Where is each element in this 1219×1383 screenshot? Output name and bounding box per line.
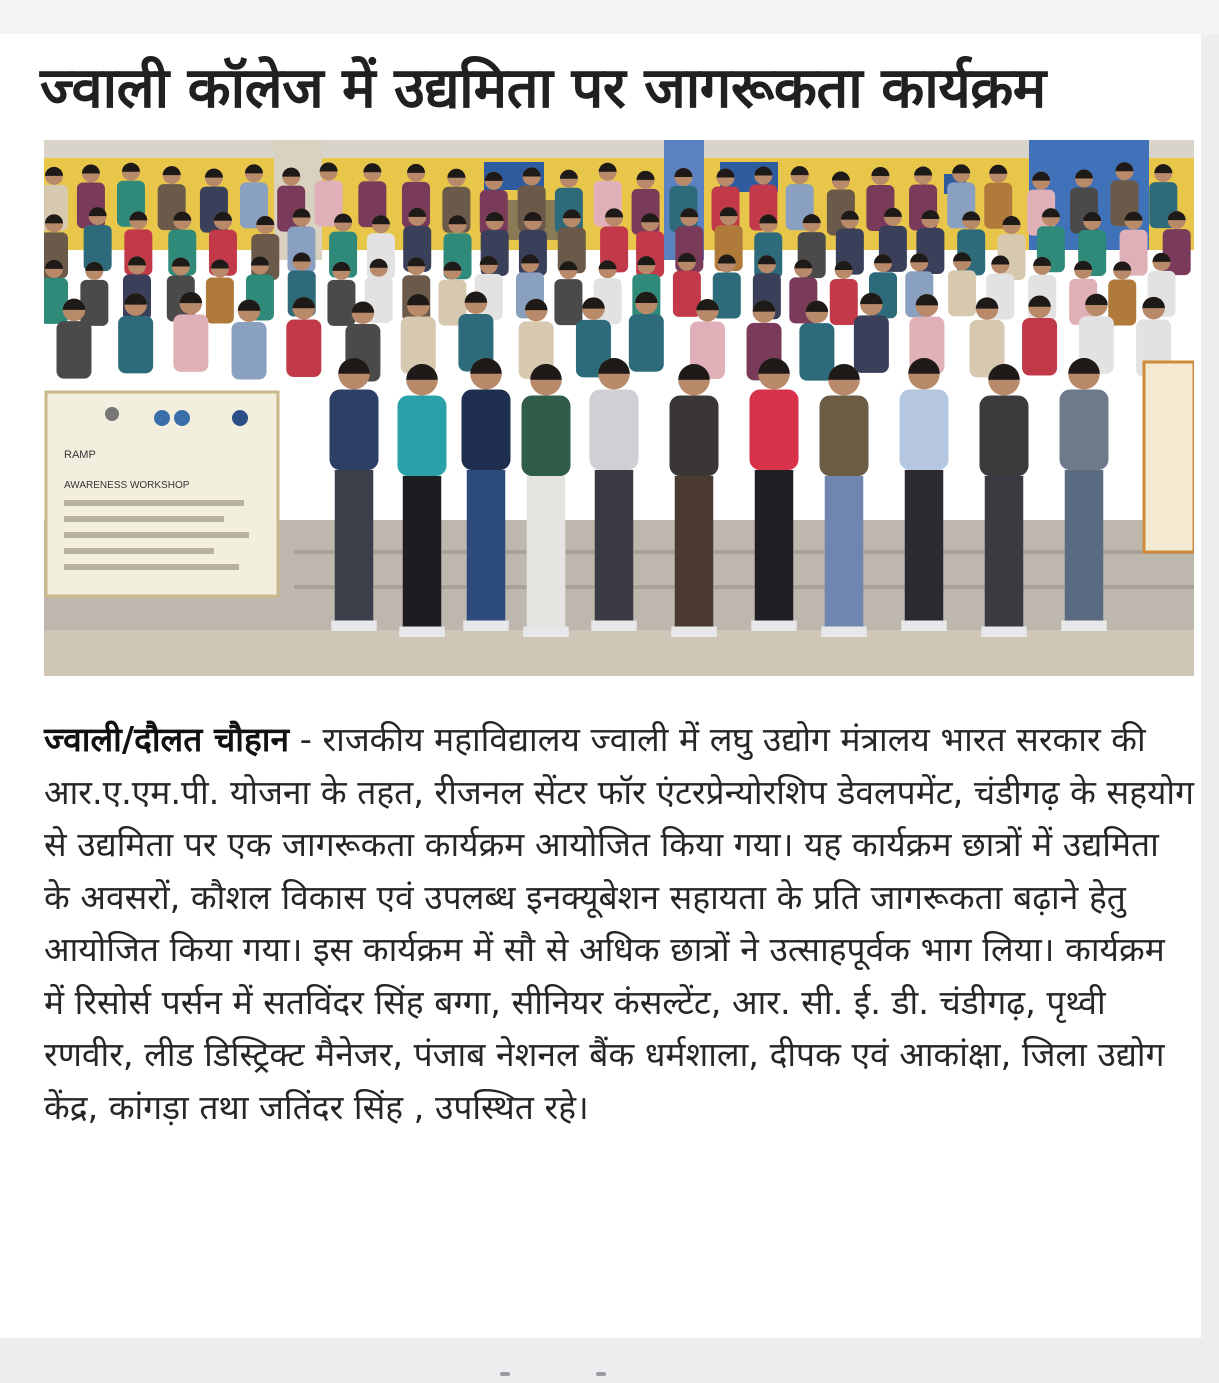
crowd-person (462, 358, 511, 631)
crowd-person (80, 262, 108, 326)
scroll-mark-left (500, 1372, 510, 1376)
crowd-person (590, 358, 639, 631)
newspaper-clipping (0, 34, 1201, 1338)
banner-emblem (105, 407, 119, 421)
banner-text-block-4 (64, 548, 214, 554)
top-strip (0, 0, 1219, 34)
banner-text-block-2 (64, 516, 224, 522)
banner-logo-3 (232, 410, 248, 426)
crowd-person (980, 364, 1029, 637)
crowd-person (398, 364, 447, 637)
banner-logo-2 (174, 410, 190, 426)
byline-separator: - (289, 720, 323, 759)
banner-line-2: AWARENESS WORKSHOP (64, 480, 190, 491)
crowd-person (1060, 358, 1109, 631)
bottom-strip (0, 1338, 1219, 1383)
crowd-person (750, 358, 799, 631)
crowd-person (522, 364, 571, 637)
byline: ज्वाली/दौलत चौहान (44, 720, 290, 759)
banner-line-1: RAMP (64, 449, 96, 461)
crowd-person (820, 364, 869, 637)
headline: ज्वाली कॉलेज में उद्यमिता पर जागरूकता कार्यक्रम (40, 56, 1046, 121)
banner-text-block-5 (64, 564, 239, 570)
group-photo (44, 140, 1194, 676)
wall-upper (44, 140, 1194, 158)
crowd-person (670, 364, 719, 637)
banner-logo-1 (154, 410, 170, 426)
banner-text-block-1 (64, 500, 244, 506)
crowd-person (330, 358, 379, 631)
banner-right (1144, 362, 1194, 552)
scroll-mark-right (596, 1372, 606, 1376)
crowd-person (900, 358, 949, 631)
article-body: राजकीय महाविद्यालय ज्वाली में लघु उद्योग मंत्रालय भारत सरकार की आर.ए.एम.पी. योजना के तहत, रीजनल सेंटर फॉर एंटरप्रेन्योरशिप डेवलपमेंट, चंडीगढ़ के सहयोग से उद्यमिता पर एक जागरूकता कार्यक्रम आयोजित किया गया। यह कार्यक्रम छात्रों में उद्यमिता के अवसरों, कौशल विकास एवं उपलब्ध इनक्यूबेशन सहायता के प्रति जागरूकता बढ़ाने हेतु आयोजित किया गया। इस कार्यक्रम में सौ से अधिक छात्रों ने उत्साहपूर्वक भाग लिया। कार्यक्रम में रिसोर्स पर्सन में सतविंदर सिंह बग्गा, सीनियर कंसल्टेंट, आर. सी. ई. डी. चंडीगढ़, पृथ्वी रणवीर, लीड डिस्ट्रिक्ट मैनेजर, पंजाब नेशनल बैंक धर्मशाला, दीपक एवं आकांक्षा, जिला उद्योग केंद्र, कांगड़ा तथा जतिंदर सिंह , उपस्थित रहे। (44, 720, 1194, 1127)
article-text (44, 714, 1194, 1134)
banner-text-block-3 (64, 532, 249, 538)
